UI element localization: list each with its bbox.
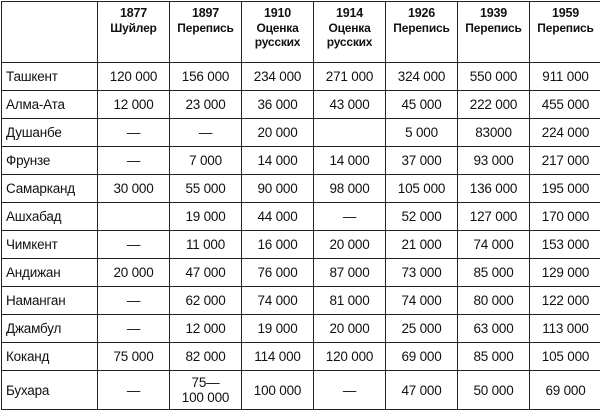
population-cell: 37 000 (386, 147, 458, 175)
table-row (2, 175, 600, 203)
table-row (2, 91, 600, 119)
population-cell: 20 000 (314, 315, 386, 343)
population-cell: 11 000 (170, 231, 242, 259)
table-row (2, 231, 600, 259)
city-name-cell: Коканд (2, 343, 98, 371)
column-year: 1914 (314, 6, 385, 20)
city-name-cell: Ашхабад (2, 203, 98, 231)
column-header (530, 2, 600, 63)
population-cell: 44 000 (242, 203, 314, 231)
column-header (314, 2, 386, 63)
city-name-cell: Джамбул (2, 315, 98, 343)
table-row (2, 147, 600, 175)
population-cell: 100 000 (242, 371, 314, 410)
population-cell: 19 000 (242, 315, 314, 343)
population-cell: 114 000 (242, 343, 314, 371)
population-cell: 74 000 (242, 287, 314, 315)
city-name-cell: Наманган (2, 287, 98, 315)
population-cell: 455 000 (530, 91, 600, 119)
population-cell: 170 000 (530, 203, 600, 231)
population-cell: 911 000 (530, 63, 600, 91)
population-cell: 81 000 (314, 287, 386, 315)
population-cell: 105 000 (386, 175, 458, 203)
population-cell: 20 000 (314, 231, 386, 259)
population-cell: 156 000 (170, 63, 242, 91)
population-cell: 224 000 (530, 119, 600, 147)
population-cell: 55 000 (170, 175, 242, 203)
city-name-cell: Чимкент (2, 231, 98, 259)
column-header (98, 2, 170, 63)
column-source: Перепись (170, 21, 241, 35)
population-cell: 217 000 (530, 147, 600, 175)
population-cell: 234 000 (242, 63, 314, 91)
population-cell: 19 000 (170, 203, 242, 231)
population-cell: 222 000 (458, 91, 530, 119)
population-table (1, 1, 600, 410)
population-cell: — (170, 119, 242, 147)
column-header (386, 2, 458, 63)
population-cell: — (314, 203, 386, 231)
population-cell: 63 000 (458, 315, 530, 343)
table-row (2, 203, 600, 231)
population-cell: — (98, 147, 170, 175)
column-header (458, 2, 530, 63)
population-cell: 45 000 (386, 91, 458, 119)
column-source: Оценка русских (242, 21, 313, 49)
population-cell: 16 000 (242, 231, 314, 259)
population-cell: 127 000 (458, 203, 530, 231)
table-row (2, 259, 600, 287)
population-cell: 98 000 (314, 175, 386, 203)
population-cell: 136 000 (458, 175, 530, 203)
corner-cell (2, 2, 98, 63)
table-row (2, 63, 600, 91)
table-row (2, 371, 600, 410)
population-cell: 87 000 (314, 259, 386, 287)
population-cell: 93 000 (458, 147, 530, 175)
population-cell: 69 000 (386, 343, 458, 371)
population-cell: 30 000 (98, 175, 170, 203)
population-cell: 550 000 (458, 63, 530, 91)
column-source: Перепись (458, 21, 529, 35)
population-cell: — (98, 119, 170, 147)
column-source: Перепись (530, 21, 600, 35)
population-cell: 113 000 (530, 315, 600, 343)
column-source: Перепись (386, 21, 457, 35)
population-cell: 85 000 (458, 343, 530, 371)
city-name-cell: Фрунзе (2, 147, 98, 175)
table-body (2, 63, 600, 410)
population-cell: 20 000 (242, 119, 314, 147)
population-cell: 43 000 (314, 91, 386, 119)
population-cell: 73 000 (386, 259, 458, 287)
population-cell: 74 000 (458, 231, 530, 259)
population-cell (314, 119, 386, 147)
city-name-cell: Душанбе (2, 119, 98, 147)
population-cell: 74 000 (386, 287, 458, 315)
city-name-cell: Алма-Ата (2, 91, 98, 119)
population-cell: 90 000 (242, 175, 314, 203)
population-cell: 120 000 (98, 63, 170, 91)
population-cell: — (98, 315, 170, 343)
population-cell (98, 203, 170, 231)
column-year: 1939 (458, 6, 529, 20)
population-cell: 52 000 (386, 203, 458, 231)
population-cell: 50 000 (458, 371, 530, 410)
population-cell: 5 000 (386, 119, 458, 147)
population-cell: 47 000 (170, 259, 242, 287)
population-cell: 80 000 (458, 287, 530, 315)
population-cell: 62 000 (170, 287, 242, 315)
table-row (2, 315, 600, 343)
column-source: Шуйлер (98, 21, 169, 35)
population-cell: 21 000 (386, 231, 458, 259)
population-cell: 82 000 (170, 343, 242, 371)
city-name-cell: Самарканд (2, 175, 98, 203)
population-cell: 76 000 (242, 259, 314, 287)
population-cell: 12 000 (98, 91, 170, 119)
population-cell: 105 000 (530, 343, 600, 371)
population-cell: — (98, 371, 170, 410)
population-cell: 271 000 (314, 63, 386, 91)
table-row (2, 119, 600, 147)
population-cell: 324 000 (386, 63, 458, 91)
table-row (2, 343, 600, 371)
population-cell: 75— 100 000 (170, 371, 242, 410)
population-cell: 14 000 (314, 147, 386, 175)
population-cell: 47 000 (386, 371, 458, 410)
city-name-cell: Ташкент (2, 63, 98, 91)
city-name-cell: Бухара (2, 371, 98, 410)
population-cell: 129 000 (530, 259, 600, 287)
city-name-cell: Андижан (2, 259, 98, 287)
column-year: 1877 (98, 6, 169, 20)
population-cell: 153 000 (530, 231, 600, 259)
population-cell: 12 000 (170, 315, 242, 343)
column-header (242, 2, 314, 63)
population-cell: 14 000 (242, 147, 314, 175)
header-row (2, 2, 600, 63)
table-row (2, 287, 600, 315)
population-cell: — (98, 231, 170, 259)
column-year: 1910 (242, 6, 313, 20)
column-year: 1959 (530, 6, 600, 20)
column-header (170, 2, 242, 63)
column-year: 1926 (386, 6, 457, 20)
population-cell: — (314, 371, 386, 410)
population-cell: 75 000 (98, 343, 170, 371)
population-cell: — (98, 287, 170, 315)
population-cell: 122 000 (530, 287, 600, 315)
population-cell: 20 000 (98, 259, 170, 287)
population-cell: 23 000 (170, 91, 242, 119)
column-year: 1897 (170, 6, 241, 20)
population-cell: 69 000 (530, 371, 600, 410)
population-cell: 120 000 (314, 343, 386, 371)
population-cell: 7 000 (170, 147, 242, 175)
population-cell: 195 000 (530, 175, 600, 203)
population-cell: 36 000 (242, 91, 314, 119)
population-cell: 83000 (458, 119, 530, 147)
population-cell: 25 000 (386, 315, 458, 343)
column-source: Оценка русских (314, 21, 385, 49)
population-cell: 85 000 (458, 259, 530, 287)
